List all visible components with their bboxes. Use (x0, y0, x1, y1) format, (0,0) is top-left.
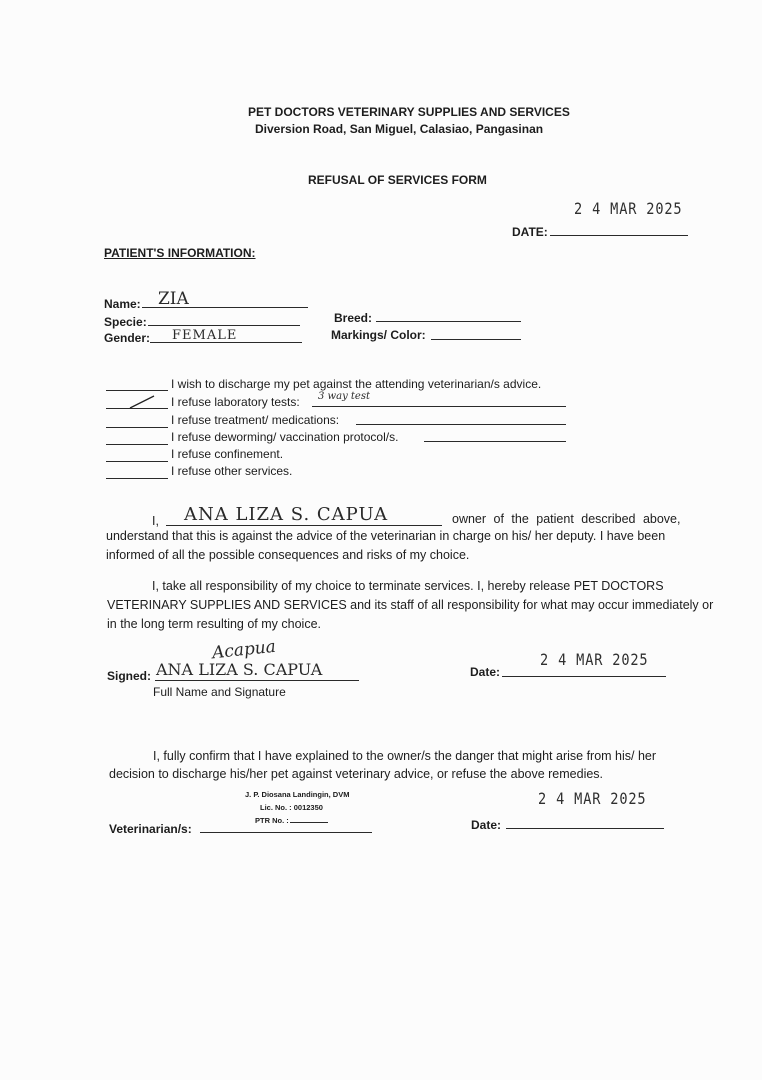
option-3-text: I refuse treatment/ medications: (171, 413, 340, 427)
vet-label: Veterinarian/s: (109, 822, 192, 836)
signature-caption: Full Name and Signature (153, 685, 286, 699)
statement-line2: understand that this is against the advice of the veterinarian in charge on his/ her deputy. I have been (106, 529, 666, 543)
option-1-blank[interactable] (106, 390, 168, 391)
release-line3: in the long term resulting of my choice. (107, 617, 321, 631)
statement-suffix: owner of the patient described above, (452, 512, 681, 526)
owner-printed-name: ANA LIZA S. CAPUA (156, 660, 323, 679)
option-5-text: I refuse confinement. (171, 447, 284, 461)
option-3-blank[interactable] (106, 427, 168, 428)
confirm-line2: decision to discharge his/her pet against veterinary advice, or refuse the above remedies. (109, 767, 604, 781)
option-3-line (356, 424, 566, 425)
date-stamp-vet: 2 4 MAR 2025 (538, 789, 647, 808)
name-value: ZIA (158, 289, 189, 309)
vet-stamp-license: Lic. No. : 0012350 (260, 803, 323, 812)
markings-line (431, 339, 521, 340)
owner-date-label: Date: (470, 665, 501, 679)
specie-line (148, 325, 300, 326)
date-stamp-top: 2 4 MAR 2025 (574, 199, 683, 218)
date-label-top: DATE: (512, 225, 548, 239)
option-2-detail: 3 way test (318, 391, 370, 402)
vet-stamp-ptr: PTR No. : (255, 816, 289, 825)
checkmark-icon (128, 394, 158, 410)
vet-stamp-name: J. P. Diosana Landingin, DVM (245, 790, 350, 799)
breed-line (376, 321, 521, 322)
owner-signature: Acapua (211, 636, 277, 664)
vet-date-label: Date: (471, 818, 502, 832)
owner-name-line (166, 525, 442, 526)
date-stamp-owner: 2 4 MAR 2025 (540, 650, 649, 669)
statement-line3: informed of all the possible consequences and risks of my choice. (106, 548, 470, 562)
gender-value: FEMALE (172, 328, 238, 343)
option-6-blank[interactable] (106, 478, 168, 479)
option-4-text: I refuse deworming/ vaccination protocol/s. (171, 430, 399, 444)
patient-section-title: PATIENT'S INFORMATION: (104, 246, 256, 260)
option-2-text: I refuse laboratory tests: (171, 395, 300, 409)
vet-signature-line (200, 832, 372, 833)
name-label: Name: (104, 297, 141, 311)
vet-stamp-ptr-line (290, 822, 328, 823)
markings-label: Markings/ Color: (331, 328, 426, 342)
signed-label: Signed: (107, 669, 151, 683)
breed-label: Breed: (334, 311, 373, 325)
statement-prefix: I, (152, 514, 159, 528)
company-address: Diversion Road, San Miguel, Calasiao, Pangasinan (255, 122, 544, 136)
signed-line (155, 680, 359, 681)
owner-name-handwritten: ANA LIZA S. CAPUA (184, 504, 389, 525)
owner-date-line (502, 676, 666, 677)
option-5-blank[interactable] (106, 461, 168, 462)
release-line1: I, take all responsibility of my choice to terminate services. I, hereby release PET DOCTORS (152, 579, 664, 593)
release-line2: VETERINARY SUPPLIES AND SERVICES and its staff of all responsibility for what may occur immediately or (107, 598, 714, 612)
option-2-line (312, 406, 566, 407)
option-4-line (424, 441, 566, 442)
vet-date-line (506, 828, 664, 829)
company-name: PET DOCTORS VETERINARY SUPPLIES AND SERVICES (248, 105, 570, 119)
option-1-text: I wish to discharge my pet against the attending veterinarian/s advice. (171, 377, 542, 391)
date-line-top (550, 235, 688, 236)
specie-label: Specie: (104, 315, 147, 329)
option-4-blank[interactable] (106, 444, 168, 445)
form-title: REFUSAL OF SERVICES FORM (308, 173, 487, 187)
gender-label: Gender: (104, 331, 151, 345)
confirm-line1: I, fully confirm that I have explained to the owner/s the danger that might arise from his/ her (153, 749, 657, 763)
option-6-text: I refuse other services. (171, 464, 293, 478)
